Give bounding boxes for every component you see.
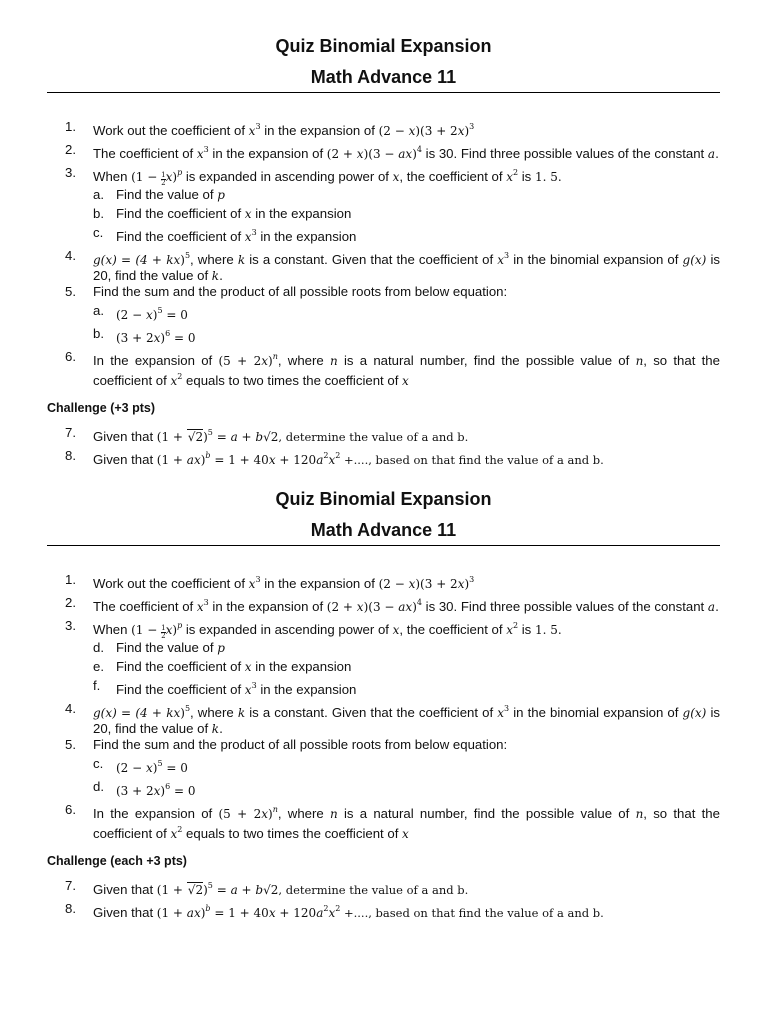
question-4: 4. g(x) = (4 + kx)$^5$, where k is a constant. Given that the coefficient of $x^3$ in the binomial expansion of g(x) is 20, find the value of k.: [65, 248, 720, 283]
question-3-part-2: e. Find the coefficient of x in the expansion: [93, 659, 352, 674]
quiz-title: Quiz Binomial Expansion: [275, 36, 492, 56]
quiz-title: Quiz Binomial Expansion: [275, 489, 492, 509]
question-list: [47, 572, 720, 921]
question-1: 1. Work out the coefficient of $x^3$ in the expansion of $(2 - x)(3 + 2x)^3$: [65, 572, 475, 591]
question-3-part-1: d. Find the value of p: [93, 640, 225, 655]
question-3-part-1: a. Find the value of p: [93, 187, 225, 202]
fraction-half: $\frac{1}{2}$: [161, 171, 166, 187]
question-3-part-3: c. Find the coefficient of $x^3$ in the expansion: [93, 225, 357, 244]
quiz-sheet-1: [47, 36, 720, 468]
quiz-sheet-2: [47, 489, 720, 921]
question-7: 7. Given that $(1 + √2)^5 = a + b√2$, determine the value of a and b.: [65, 878, 469, 897]
question-6: 6. In the expansion of $(5 + 2x)^n$, where n is a natural number, find the possible value of n, so that the coefficient of $x^2$ equals to two times the coefficient of x: [65, 349, 720, 388]
fraction-half: $\frac{1}{2}$: [161, 624, 166, 640]
question-3-part-2: b. Find the coefficient of x in the expansion: [93, 206, 352, 221]
quiz-subtitle: Math Advance 11: [310, 520, 457, 540]
question-3: 3. When (1 − $\frac{1}{2}$ x)$^p$ is expanded in ascending power of x, the coefficient of $x^2$ is 1. 5.: [65, 165, 562, 187]
question-5-part-2: d. $(3 + 2x)^6 = 0$: [93, 779, 196, 798]
question-1: 1. Work out the coefficient of $x^3$ in the expansion of $(2 - x)(3 + 2x)^3$: [65, 119, 475, 138]
question-5: 5. Find the sum and the product of all possible roots from below equation:: [65, 737, 508, 752]
question-4: 4. g(x) = (4 + kx)$^5$, where k is a constant. Given that the coefficient of $x^3$ in the binomial expansion of g(x) is 20, find the value of k.: [65, 701, 720, 736]
question-5-part-2: b. $(3 + 2x)^6 = 0$: [93, 326, 196, 345]
question-2: 2. The coefficient of $x^3$ in the expansion of (2 + x)(3 − ax)$^4$ is 30. Find three possible values of the constant a.: [65, 595, 719, 614]
question-5: 5. Find the sum and the product of all possible roots from below equation:: [65, 284, 508, 299]
question-5-part-1: a. $(2 - x)^5 = 0$: [93, 303, 188, 322]
question-5-part-1: c. $(2 - x)^5 = 0$: [93, 756, 188, 775]
quiz-subtitle: Math Advance 11: [310, 67, 457, 87]
title-rule: [47, 92, 720, 93]
question-8: 8. Given that $(1 + ax)^b = 1 + 40x + 120a^2x^2$ +...., based on that find the value of a and b.: [65, 448, 604, 467]
question-3: 3. When (1 − $\frac{1}{2}$ x)$^p$ is expanded in ascending power of x, the coefficient of $x^2$ is 1. 5.: [65, 618, 562, 640]
title-rule: [47, 545, 720, 546]
question-6: 6. In the expansion of $(5 + 2x)^n$, where n is a natural number, find the possible value of n, so that the coefficient of $x^2$ equals to two times the coefficient of x: [65, 802, 720, 841]
sqrt-symbol: √2: [187, 883, 204, 897]
question-2: 2. The coefficient of $x^3$ in the expansion of (2 + x)(3 − ax)$^4$ is 30. Find three possible values of the constant a.: [65, 142, 719, 161]
question-list: [47, 119, 720, 468]
question-7: 7. Given that $(1 + √2)^5 = a + b√2$, determine the value of a and b.: [65, 425, 469, 444]
question-3-part-3: f. Find the coefficient of $x^3$ in the expansion: [93, 678, 357, 697]
challenge-heading: Challenge (+3 pts): [47, 401, 156, 415]
question-8: 8. Given that $(1 + ax)^b = 1 + 40x + 120a^2x^2$ +...., based on that find the value of a and b.: [65, 901, 604, 920]
sqrt-symbol: √2: [187, 430, 204, 444]
challenge-heading: Challenge (each +3 pts): [47, 854, 187, 868]
